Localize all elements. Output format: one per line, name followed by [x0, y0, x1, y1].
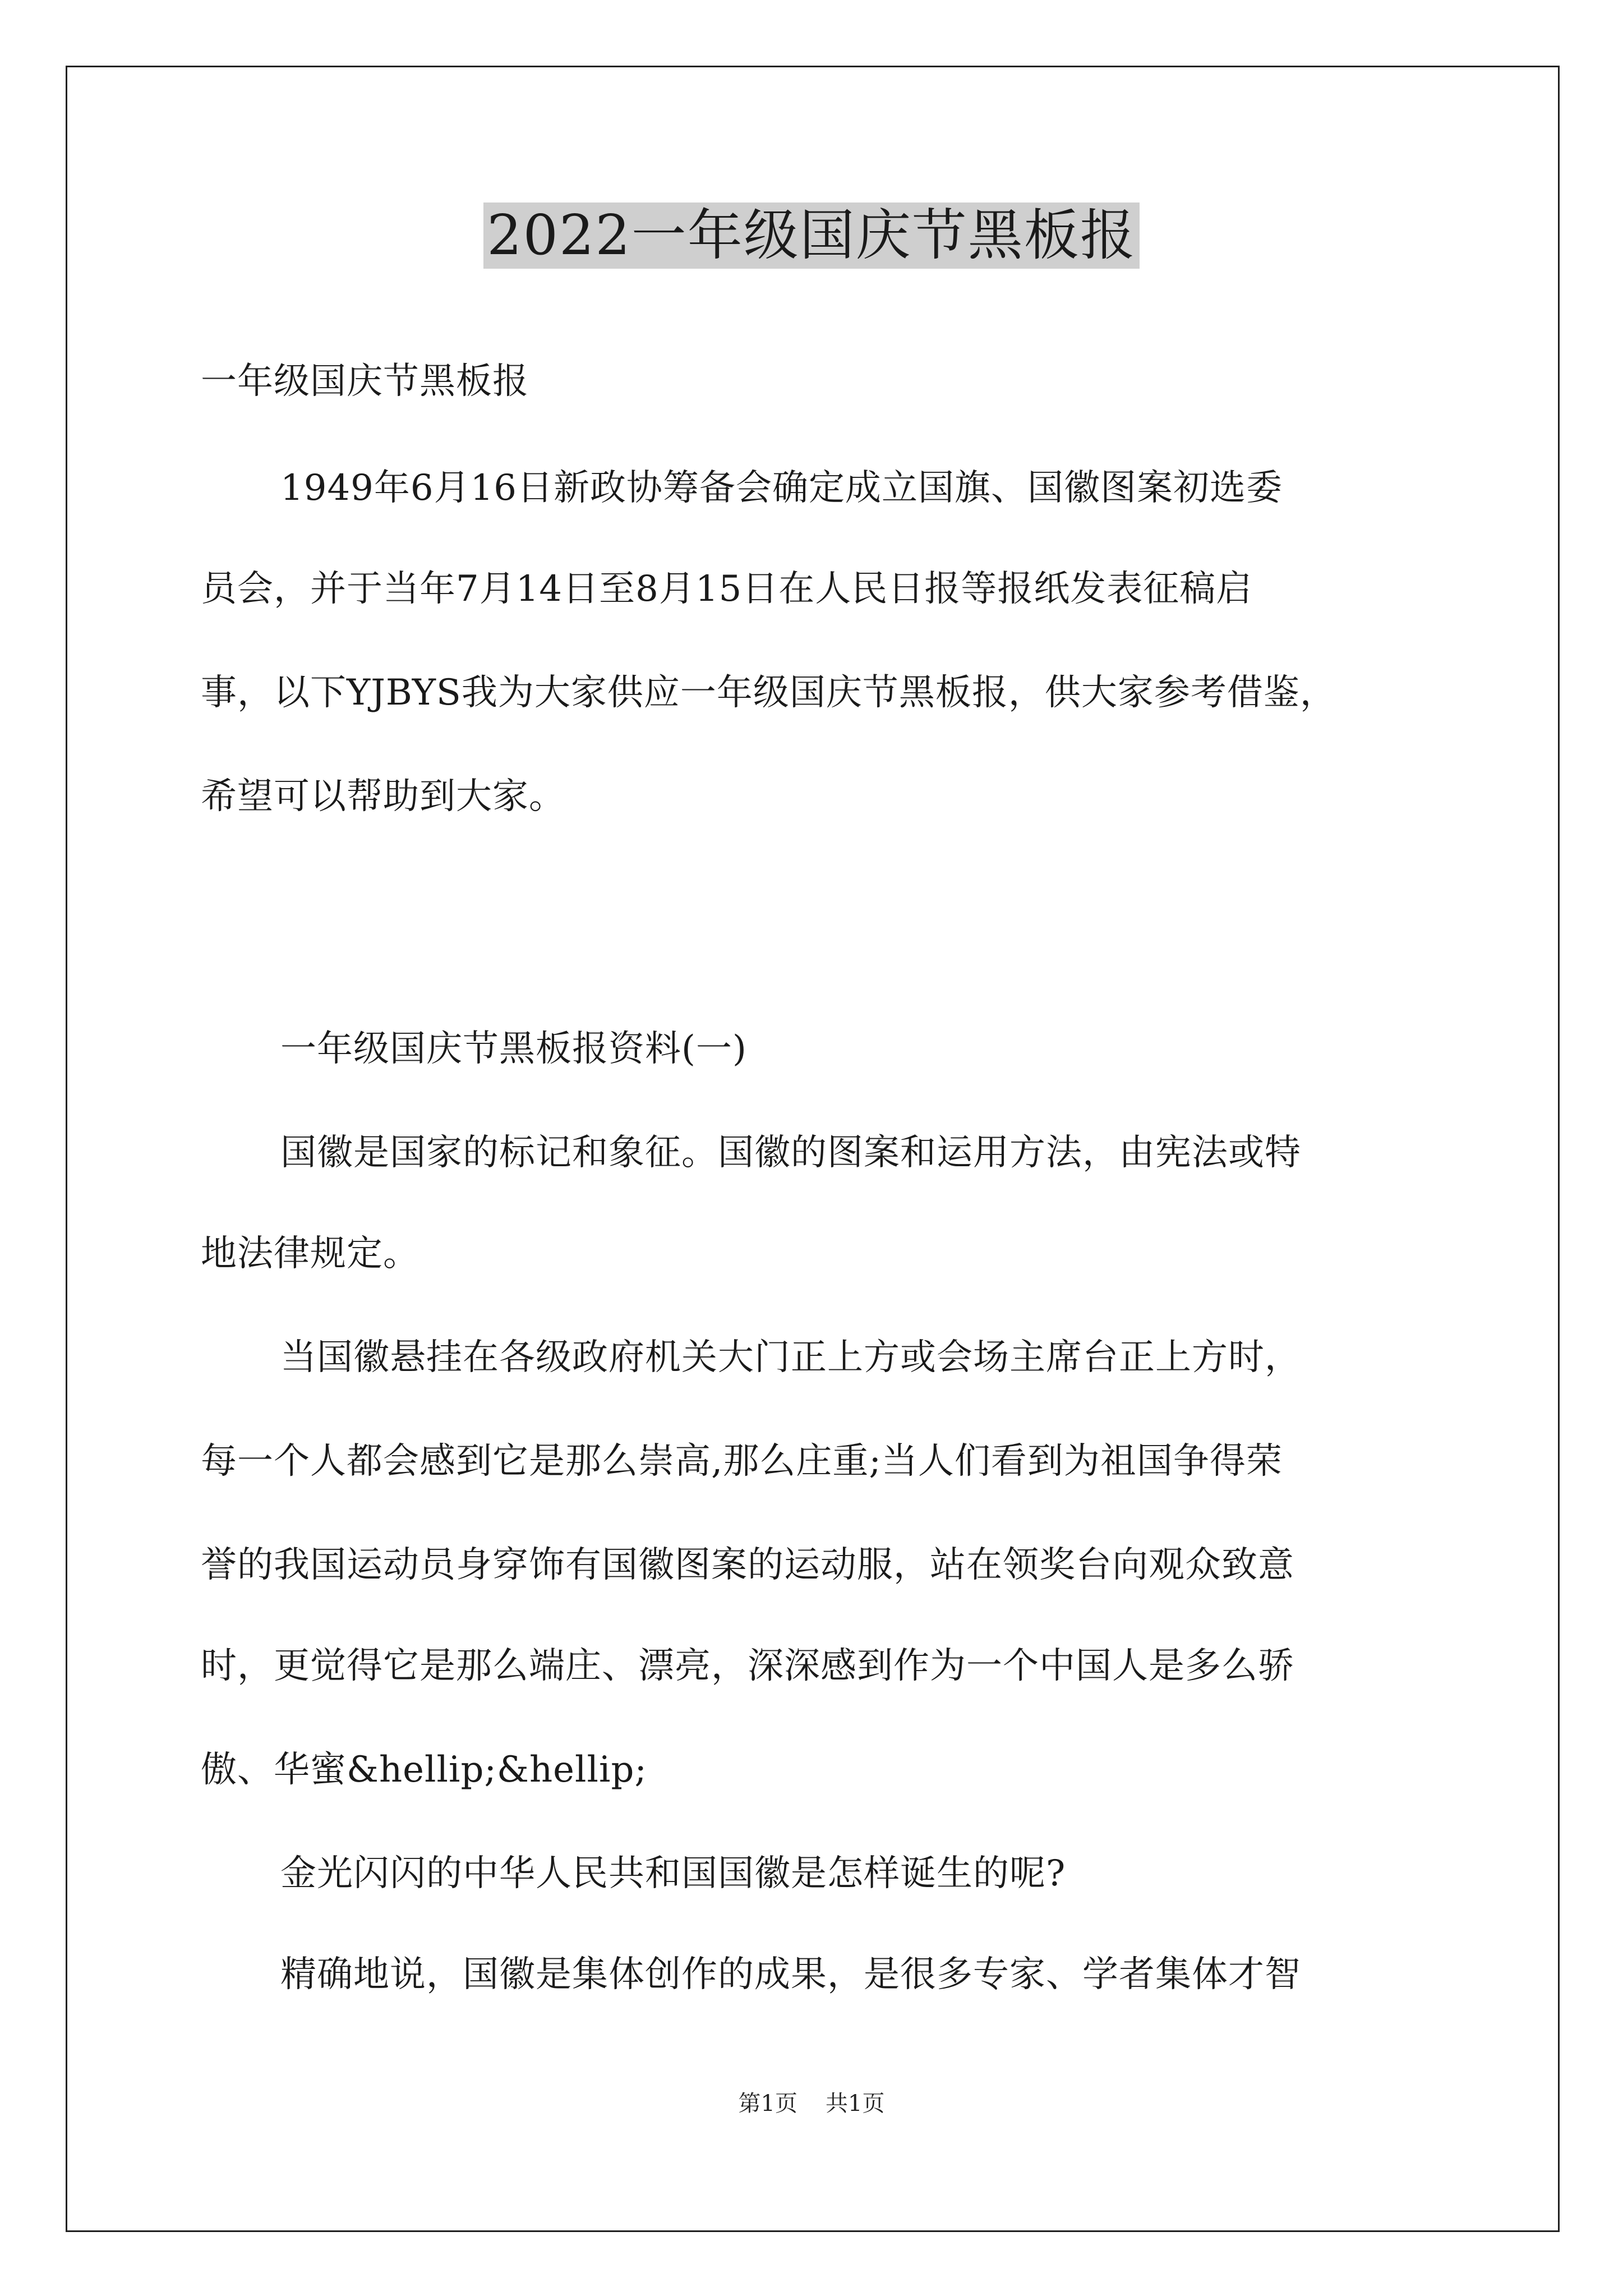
section-heading: 一年级国庆节黑板报资料(一)	[280, 1028, 747, 1070]
paragraph-line: 当国徽悬挂在各级政府机关大门正上方或会场主席台正上方时，	[280, 1337, 1301, 1378]
paragraph-line: 每一个人都会感到它是那么崇高,那么庄重;当人们看到为祖国争得荣	[201, 1441, 1283, 1482]
paragraph-line: 1949年6月16日新政协筹备会确定成立国旗、国徽图案初选委	[280, 467, 1283, 509]
page-footer	[0, 2087, 1623, 2120]
document-title-text: 2022一年级国庆节黑板报	[483, 203, 1139, 269]
paragraph-line: 事，以下YJBYS我为大家供应一年级国庆节黑板报，供大家参考借鉴，	[201, 672, 1336, 714]
page-number-current: 第1页	[738, 2091, 797, 2116]
paragraph-line: 地法律规定。	[201, 1233, 419, 1274]
page-number-total: 共1页	[826, 2091, 885, 2116]
paragraph-line: 金光闪闪的中华人民共和国国徽是怎样诞生的呢?	[280, 1853, 1066, 1894]
paragraph-line: 员会，并于当年7月14日至8月15日在人民日报等报纸发表征稿启	[201, 568, 1253, 610]
paragraph-line: 希望可以帮助到大家。	[201, 776, 565, 817]
paragraph-line: 精确地说，国徽是集体创作的成果，是很多专家、学者集体才智	[280, 1954, 1301, 1995]
paragraph-line: 国徽是国家的标记和象征。国徽的图案和运用方法，由宪法或特	[280, 1132, 1301, 1174]
document-title	[0, 196, 1623, 275]
document-subtitle: 一年级国庆节黑板报	[201, 361, 529, 402]
paragraph-line: 傲、华蜜&hellip;&hellip;	[201, 1749, 647, 1791]
paragraph-line: 时，更觉得它是那么端庄、漂亮，深深感到作为一个中国人是多么骄	[201, 1645, 1294, 1687]
paragraph-line: 誉的我国运动员身穿饰有国徽图案的运动服，站在领奖台向观众致意	[201, 1544, 1294, 1586]
